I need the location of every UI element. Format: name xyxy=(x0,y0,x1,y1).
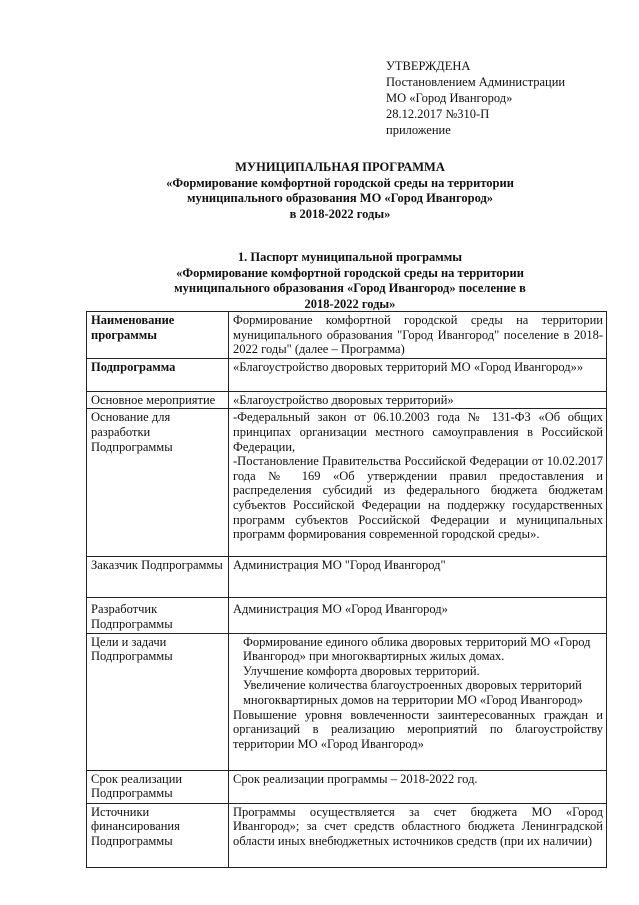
table-row xyxy=(87,598,607,633)
approval-line: МО «Город Ивангород» xyxy=(386,91,513,105)
row-value: Программы осуществляется за счет бюджета МО «Город Ивангород»; за счет средств областного бюджета Ленинградской области иных внебюджетных источников средств (при их наличии) xyxy=(229,803,607,867)
row-value-paragraph: -Постановление Правительства Российской Федерации от 10.02.2017 года № 169 «Об утверждении правил предоставления и распределения субсидий из федерального бюджета бюджетам субъектов Российской Федерации на поддержку государственных программ субъектов Российской Федерации и муниципальных программ формирования современной городской среды». xyxy=(233,454,603,542)
approval-line: приложение xyxy=(386,123,451,137)
passport-title-line: «Формирование комфортной городской среды на территории xyxy=(176,265,524,280)
passport-title-line: 1. Паспорт муниципальной программы xyxy=(237,250,463,264)
program-title-line: в 2018-2022 годы» xyxy=(289,206,391,221)
row-label: Цели и задачи Подпрограммы xyxy=(87,633,229,770)
row-label: Срок реализации Подпрограммы xyxy=(87,770,229,803)
passport-title-line: 2018-2022 годы» xyxy=(304,296,396,311)
row-value-paragraph: Формирование единого облика дворовых территорий МО «Город Ивангород» при многоквартирных жилых домах. xyxy=(243,634,591,664)
row-value: Срок реализации программы – 2018-2022 год. xyxy=(229,770,607,803)
program-title-line: «Формирование комфортной городской среды на территории xyxy=(166,175,514,190)
table-row xyxy=(87,391,607,409)
table-row xyxy=(87,358,607,391)
table-row xyxy=(87,770,607,803)
approval-stamp xyxy=(386,58,626,138)
passport-title-line: муниципального образования «Город Ивангород» поселение в xyxy=(174,281,526,295)
row-value-paragraph: -Федеральный закон от 06.10.2003 года № 131-ФЗ «Об общих принципах организации местного самоуправления в Российской Федерации, xyxy=(233,410,603,454)
row-value: «Благоустройство дворовых территорий» xyxy=(229,391,607,409)
row-label: Основание для разработки Подпрограммы xyxy=(87,409,229,557)
row-label: Заказчик Подпрограммы xyxy=(87,557,229,598)
row-value xyxy=(229,633,607,770)
table-row xyxy=(87,312,607,359)
program-title-line: МУНИЦИПАЛЬНАЯ ПРОГРАММА xyxy=(235,160,445,174)
row-value-paragraph: Повышение уровня вовлеченности заинтересованных граждан и организаций в реализацию мероприятий по благоустройству территории МО «Город Ивангород» xyxy=(233,707,603,751)
row-value-paragraph: Увеличение количества благоустроенных дворовых территорий многоквартирных домов на территории МО «Город Ивангород» xyxy=(243,678,583,707)
row-value-paragraph: Улучшение комфорта дворовых территорий. xyxy=(243,663,480,678)
row-label: Источники финансирования Подпрограммы xyxy=(87,803,229,867)
approval-line: Постановлением Администрации xyxy=(386,75,566,89)
row-value: Администрация МО "Город Ивангород" xyxy=(229,557,607,598)
row-label: Основное мероприятие xyxy=(87,391,229,409)
approval-line: 28.12.2017 №310-П xyxy=(386,107,490,121)
passport-table xyxy=(86,311,607,868)
row-label: Подпрограмма xyxy=(87,358,229,391)
passport-title xyxy=(140,250,560,312)
row-value: «Благоустройство дворовых территорий МО «Город Ивангород»» xyxy=(229,358,607,391)
program-title xyxy=(120,160,560,222)
row-label: Разработчик Подпрограммы xyxy=(87,598,229,633)
row-label: Наименование программы xyxy=(87,312,229,359)
table-row xyxy=(87,557,607,598)
row-value: Администрация МО «Город Ивангород» xyxy=(229,598,607,633)
table-row xyxy=(87,409,607,557)
row-value xyxy=(229,409,607,557)
table-row xyxy=(87,803,607,867)
row-value: Формирование комфортной городской среды на территории муниципального образования "Город Ивангород" поселение в 2018-2022 годы" (далее – Программа) xyxy=(229,312,607,359)
approval-line: УТВЕРЖДЕНА xyxy=(386,59,471,73)
table-row xyxy=(87,633,607,770)
program-title-line: муниципального образования МО «Город Ивангород» xyxy=(186,191,494,205)
